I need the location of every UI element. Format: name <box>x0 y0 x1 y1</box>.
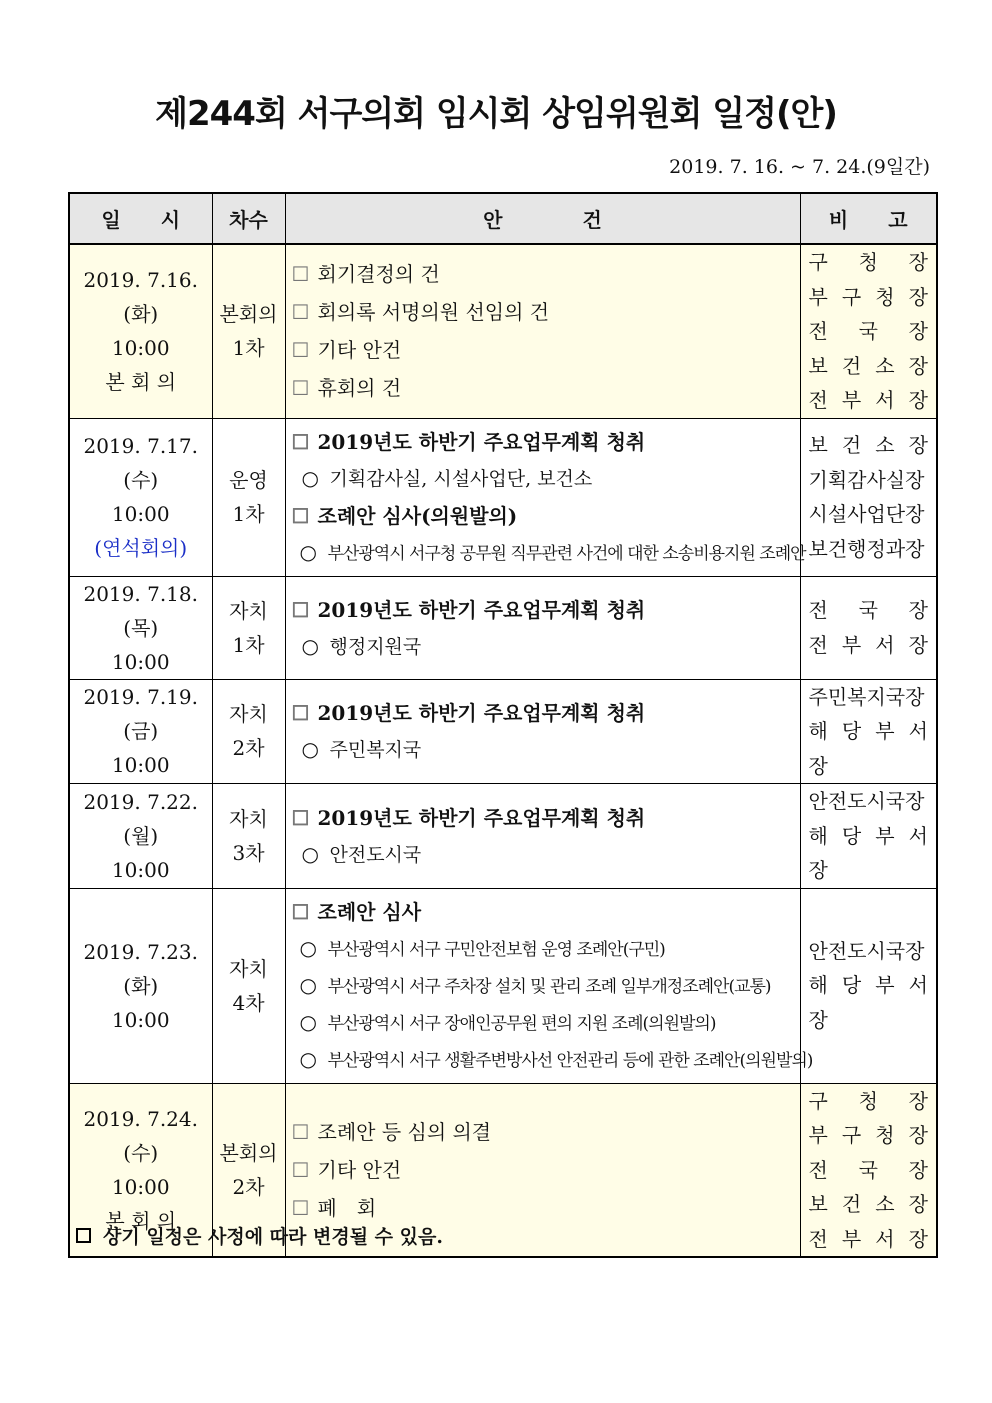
period: 2019. 7. 16. ~ 7. 24.(9일간) <box>669 156 930 178</box>
session-type: 본 회 의 <box>105 1208 177 1233</box>
round-line: 자치 <box>229 956 268 981</box>
agenda-cell <box>285 576 800 679</box>
time: 10:00 <box>111 1174 170 1199</box>
agenda-item: ☐ 2019년도 하반기 주요업무계획 청취 <box>292 423 794 461</box>
agenda-cell <box>285 418 806 576</box>
header-agenda: 안 건 <box>285 193 800 244</box>
round-label <box>213 697 285 765</box>
remark: 전 국 장 <box>808 319 928 343</box>
remark: 전 부 서 장 <box>808 632 928 657</box>
date: 2019. 7.23.(화) <box>83 939 198 998</box>
remark: 기획감사실장 <box>808 467 925 492</box>
remark: 부 구 청 장 <box>808 284 928 309</box>
date: 2019. 7.17.(수) <box>83 434 198 492</box>
date: 2019. 7.22.(월) <box>83 789 198 848</box>
page-title: 제244회 서구의회 임시회 상임위원회 일정(안) <box>155 94 837 134</box>
datetime-cell <box>69 784 212 889</box>
agenda-item: ☐ 기타 안건 <box>292 331 794 369</box>
remark: 해 당 부 서 장 <box>808 973 928 1032</box>
agenda-item: ○ 안전도시국 <box>292 837 794 873</box>
header-round: 차수 <box>212 193 285 244</box>
remark: 보건행정과장 <box>808 536 925 561</box>
agenda-item: ☐ 조례안 심사 <box>292 893 794 931</box>
session-type: (연석회의) <box>94 536 188 560</box>
footnote <box>76 1222 443 1249</box>
agenda-item: ○ 부산광역시 서구 구민안전보험 운영 조례안(구민) <box>292 931 794 968</box>
time: 10:00 <box>111 649 170 674</box>
round-line: 자치 <box>229 598 268 623</box>
round-line: 3차 <box>232 840 265 865</box>
round-line: 운영 <box>229 468 268 492</box>
remark: 안전도시국장 <box>808 789 925 813</box>
table-row <box>69 784 937 889</box>
round-line: 1차 <box>232 632 265 657</box>
remark: 안전도시국장 <box>808 938 925 963</box>
datetime-cell <box>69 576 212 679</box>
remark: 해 당 부 서 장 <box>808 823 928 882</box>
remark: 보 건 소 장 <box>808 433 928 457</box>
round-line: 1차 <box>232 502 265 526</box>
agenda-item: ☐ 2019년도 하반기 주요업무계획 청취 <box>292 799 794 837</box>
round-label <box>213 802 285 870</box>
remark: 구 청 장 <box>808 1088 928 1113</box>
round-label <box>213 594 285 662</box>
agenda-item: ☐ 기타 안건 <box>292 1151 794 1189</box>
round-label <box>213 463 285 531</box>
footnote-text: 상기 일정은 사정에 따라 변경될 수 있음. <box>103 1226 443 1248</box>
round-line: 본회의 <box>219 1140 278 1165</box>
date: 2019. 7.19.(금) <box>83 685 198 744</box>
agenda-item: ☐ 조례안 심사(의원발의) <box>292 497 794 535</box>
header-datetime: 일 시 <box>69 193 212 244</box>
agenda-item: ○ 부산광역시 서구청 공무원 직무관련 사건에 대한 소송비용지원 조례안 <box>292 535 794 572</box>
date: 2019. 7.24.(수) <box>83 1106 198 1165</box>
time: 10:00 <box>111 857 170 882</box>
remark: 전 국 장 <box>808 1157 928 1182</box>
round-cell <box>212 418 285 576</box>
table-row <box>69 576 937 679</box>
remark: 주민복지국장 <box>808 684 925 709</box>
schedule-table <box>68 192 938 1258</box>
time: 10:00 <box>111 753 170 778</box>
agenda-item: ☐ 휴회의 건 <box>292 369 794 407</box>
agenda-cell <box>285 784 800 889</box>
remarks-cell <box>800 418 937 576</box>
round-label <box>213 1136 285 1204</box>
round-cell <box>212 244 285 418</box>
agenda-item: ☐ 조례안 등 심의 의결 <box>292 1113 794 1151</box>
round-line: 2차 <box>232 736 265 761</box>
agenda-item: ☐ 2019년도 하반기 주요업무계획 청취 <box>292 591 794 629</box>
agenda-item: ○ 부산광역시 서구 주차장 설치 및 관리 조례 일부개정조례안(교통) <box>292 968 794 1005</box>
round-cell <box>212 679 285 784</box>
round-line: 본회의 <box>219 302 278 327</box>
date: 2019. 7.16.(화) <box>83 268 198 327</box>
round-cell <box>212 576 285 679</box>
remark: 시설사업단장 <box>808 502 925 526</box>
remark: 보 건 소 장 <box>808 353 928 378</box>
agenda-cell <box>285 244 800 418</box>
agenda-item: ○ 부산광역시 서구 장애인공무원 편의 지원 조례(의원발의) <box>292 1005 794 1042</box>
remarks-cell <box>800 1083 937 1257</box>
remarks-cell <box>800 784 937 889</box>
remark: 부 구 청 장 <box>808 1123 928 1147</box>
agenda-cell <box>285 679 800 784</box>
agenda-item: ☐ 회기결정의 건 <box>292 255 794 293</box>
table-row <box>69 888 937 1083</box>
remark: 구 청 장 <box>808 250 928 274</box>
datetime-cell <box>69 679 212 784</box>
remark: 전 부 서 장 <box>808 1226 928 1251</box>
remark: 전 국 장 <box>808 598 928 622</box>
remark: 전 부 서 장 <box>808 388 928 412</box>
remark: 보 건 소 장 <box>808 1192 928 1216</box>
table-row <box>69 679 937 784</box>
round-line: 자치 <box>229 806 268 831</box>
time: 10:00 <box>111 336 170 361</box>
agenda-item: ○ 행정지원국 <box>292 629 794 665</box>
agenda-item: ○ 기획감사실, 시설사업단, 보건소 <box>292 461 794 497</box>
agenda-cell <box>285 888 813 1083</box>
agenda-item: ○ 부산광역시 서구 생활주변방사선 안전관리 등에 관한 조례안(의원발의) <box>292 1042 794 1079</box>
round-cell <box>212 888 285 1083</box>
agenda-item: ☐ 회의록 서명의원 선임의 건 <box>292 293 794 331</box>
round-line: 4차 <box>232 990 265 1015</box>
round-line: 자치 <box>229 702 268 727</box>
round-line: 1차 <box>232 336 265 361</box>
datetime-cell <box>69 418 212 576</box>
round-label <box>213 297 285 365</box>
table-row <box>69 244 937 418</box>
agenda-item: ○ 주민복지국 <box>292 732 794 768</box>
header-remarks: 비 고 <box>800 193 937 244</box>
session-type: 본 회 의 <box>105 370 177 395</box>
round-cell <box>212 784 285 889</box>
round-label <box>213 952 285 1020</box>
round-line: 2차 <box>232 1174 265 1199</box>
remarks-cell <box>800 679 937 784</box>
remarks-cell <box>800 244 937 418</box>
square-bullet-icon <box>76 1228 91 1243</box>
agenda-item: ☐ 폐 회 <box>292 1189 794 1227</box>
date: 2019. 7.18.(목) <box>83 581 198 640</box>
remarks-cell <box>800 576 937 679</box>
datetime-cell <box>69 244 212 418</box>
remark: 해 당 부 서 장 <box>808 719 928 778</box>
table-row <box>69 418 937 576</box>
remarks-cell <box>800 888 937 1083</box>
agenda-item: ☐ 2019년도 하반기 주요업무계획 청취 <box>292 694 794 732</box>
table-header <box>69 193 937 244</box>
time: 10:00 <box>111 502 170 526</box>
time: 10:00 <box>111 1007 170 1032</box>
datetime-cell <box>69 888 212 1083</box>
